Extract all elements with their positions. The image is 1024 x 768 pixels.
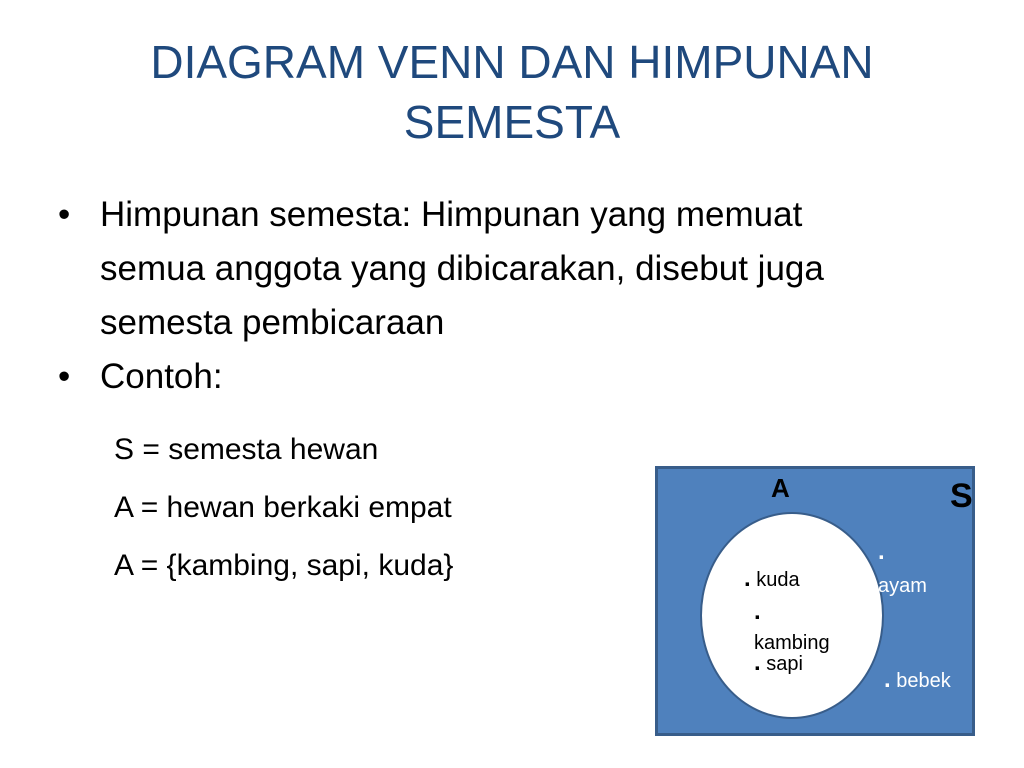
bullet-icon: • <box>58 195 71 234</box>
point-marker: . <box>754 649 761 676</box>
example-set-a-members: A = {kambing, sapi, kuda} <box>114 549 454 582</box>
title-line-1: DIAGRAM VENN DAN HIMPUNAN <box>150 36 874 88</box>
element-bebek <box>884 666 951 693</box>
bullet-icon: • <box>58 357 71 396</box>
element-sapi <box>754 649 803 676</box>
element-label: bebek <box>896 670 951 692</box>
point-marker-kambing: . <box>754 598 761 625</box>
bullet-list <box>58 188 978 404</box>
bullet-text-line: Contoh: <box>100 357 223 396</box>
bullet-example <box>58 350 978 404</box>
element-ayam: ayam <box>878 575 927 597</box>
point-marker: . <box>884 666 891 693</box>
bullet-text-line: Himpunan semesta: Himpunan yang memuat <box>100 195 803 234</box>
element-label: sapi <box>766 653 803 675</box>
bullet-text-line: semua anggota yang dibicarakan, disebut juga <box>100 249 824 288</box>
bullet-text-line: semesta pembicaraan <box>100 303 445 342</box>
universe-label: S <box>950 477 973 515</box>
title-line-2: SEMESTA <box>403 96 621 148</box>
set-a-circle <box>700 512 884 719</box>
element-kambing: kambing <box>754 632 830 654</box>
element-kuda <box>744 565 800 592</box>
point-marker-ayam: . <box>878 538 885 565</box>
slide-title <box>0 32 1024 152</box>
example-universe: S = semesta hewan <box>114 433 379 466</box>
bullet-definition <box>58 188 978 350</box>
set-a-label: A <box>771 473 790 503</box>
venn-diagram <box>655 466 975 736</box>
example-set-a: A = hewan berkaki empat <box>114 491 452 524</box>
point-marker: . <box>744 565 751 592</box>
element-label: kuda <box>756 569 800 591</box>
